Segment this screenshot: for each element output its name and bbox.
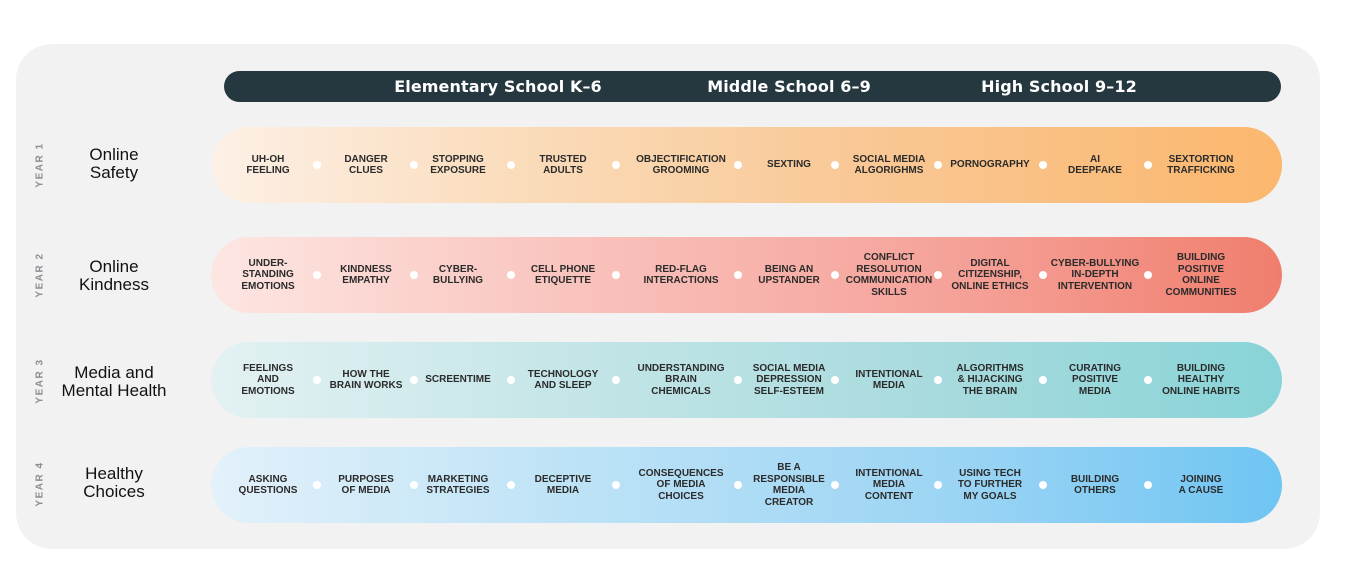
separator-dot [1144, 161, 1152, 169]
topic-item: INTENTIONAL MEDIA [855, 368, 923, 391]
separator-dot [734, 481, 742, 489]
band-healthy-choices [211, 447, 1282, 523]
topic-item: CYBER- BULLYING [432, 263, 484, 286]
topic-item: INTENTIONAL MEDIA CONTENT [855, 467, 923, 502]
separator-dot [507, 481, 515, 489]
separator-dot [831, 376, 839, 384]
header-elementary: Elementary School K–6 [394, 77, 602, 96]
separator-dot [612, 481, 620, 489]
topic-item: KINDNESS EMPATHY [340, 263, 392, 286]
separator-dot [507, 271, 515, 279]
grade-level-header [224, 71, 1281, 102]
topic-item: BEING AN UPSTANDER [758, 263, 820, 286]
separator-dot [1144, 271, 1152, 279]
row-title-online-safety: Online Safety [89, 145, 139, 182]
topic-item: SOCIAL MEDIA ALGORIGHMS [852, 153, 926, 176]
topic-item: HOW THE BRAIN WORKS [329, 368, 403, 391]
topic-item: DIGITAL CITIZENSHIP, ONLINE ETHICS [951, 257, 1029, 292]
separator-dot [831, 271, 839, 279]
topic-item: AI DEEPFAKE [1068, 153, 1122, 176]
topic-item: TECHNOLOGY AND SLEEP [527, 368, 599, 391]
topic-item: PURPOSES OF MEDIA [338, 473, 394, 496]
row-title-media-mental-health: Media and Mental Health [61, 363, 167, 400]
band-online-safety [211, 127, 1282, 203]
separator-dot [1039, 161, 1047, 169]
topic-item: TRUSTED ADULTS [539, 153, 587, 176]
separator-dot [1039, 481, 1047, 489]
topic-item: ASKING QUESTIONS [238, 473, 298, 496]
separator-dot [734, 271, 742, 279]
topic-item: STOPPING EXPOSURE [430, 153, 486, 176]
header-middle: Middle School 6–9 [707, 77, 871, 96]
separator-dot [507, 376, 515, 384]
separator-dot [410, 481, 418, 489]
topic-item: CONSEQUENCES OF MEDIA CHOICES [638, 467, 724, 502]
separator-dot [612, 271, 620, 279]
band-online-kindness [211, 237, 1282, 313]
topic-item: BUILDING POSITIVE ONLINE COMMUNITIES [1165, 252, 1237, 298]
separator-dot [612, 161, 620, 169]
topic-item: UH-OH FEELING [246, 153, 290, 176]
row-title-online-kindness: Online Kindness [79, 257, 149, 294]
topic-item: MARKETING STRATEGIES [426, 473, 490, 496]
separator-dot [410, 161, 418, 169]
topic-item: UNDER- STANDING EMOTIONS [241, 257, 295, 292]
topic-item: FEELINGS AND EMOTIONS [241, 362, 295, 397]
separator-dot [313, 376, 321, 384]
separator-dot [734, 161, 742, 169]
topic-item: ALGORITHMS & HIJACKING THE BRAIN [956, 362, 1024, 397]
topic-item: UNDERSTANDING BRAIN CHEMICALS [637, 362, 725, 397]
topic-item: SEXTORTION TRAFFICKING [1167, 153, 1235, 176]
separator-dot [831, 481, 839, 489]
topic-item: CURATING POSITIVE MEDIA [1068, 362, 1122, 397]
separator-dot [507, 161, 515, 169]
separator-dot [734, 376, 742, 384]
separator-dot [934, 481, 942, 489]
band-media-mental-health [211, 342, 1282, 418]
separator-dot [934, 271, 942, 279]
topic-item: OBJECTIFICATION GROOMING [636, 153, 726, 176]
separator-dot [934, 161, 942, 169]
separator-dot [1039, 376, 1047, 384]
topic-item: SOCIAL MEDIA DEPRESSION SELF-ESTEEM [752, 362, 826, 397]
separator-dot [1039, 271, 1047, 279]
separator-dot [1144, 376, 1152, 384]
topic-item: JOINING A CAUSE [1178, 473, 1224, 496]
row-title-healthy-choices: Healthy Choices [83, 464, 145, 501]
topic-item: RED-FLAG INTERACTIONS [643, 263, 719, 286]
topic-item: CYBER-BULLYING IN-DEPTH INTERVENTION [1050, 257, 1140, 292]
header-high: High School 9–12 [981, 77, 1137, 96]
topic-item: PORNOGRAPHY [950, 159, 1030, 171]
topic-item: USING TECH TO FURTHER MY GOALS [957, 467, 1023, 502]
separator-dot [831, 161, 839, 169]
separator-dot [313, 481, 321, 489]
separator-dot [1144, 481, 1152, 489]
separator-dot [410, 376, 418, 384]
topic-item: CONFLICT RESOLUTION COMMUNICATION SKILLS [845, 252, 933, 298]
topic-item: CELL PHONE ETIQUETTE [530, 263, 596, 286]
topic-item: SCREENTIME [425, 374, 491, 386]
topic-item: SEXTING [767, 159, 811, 171]
topic-item: DECEPTIVE MEDIA [534, 473, 592, 496]
topic-item: BUILDING OTHERS [1070, 473, 1120, 496]
topic-item: BUILDING HEALTHY ONLINE HABITS [1162, 362, 1240, 397]
separator-dot [934, 376, 942, 384]
separator-dot [313, 161, 321, 169]
topic-item: BE A RESPONSIBLE MEDIA CREATOR [753, 462, 825, 508]
separator-dot [313, 271, 321, 279]
topic-item: DANGER CLUES [344, 153, 388, 176]
separator-dot [410, 271, 418, 279]
separator-dot [612, 376, 620, 384]
